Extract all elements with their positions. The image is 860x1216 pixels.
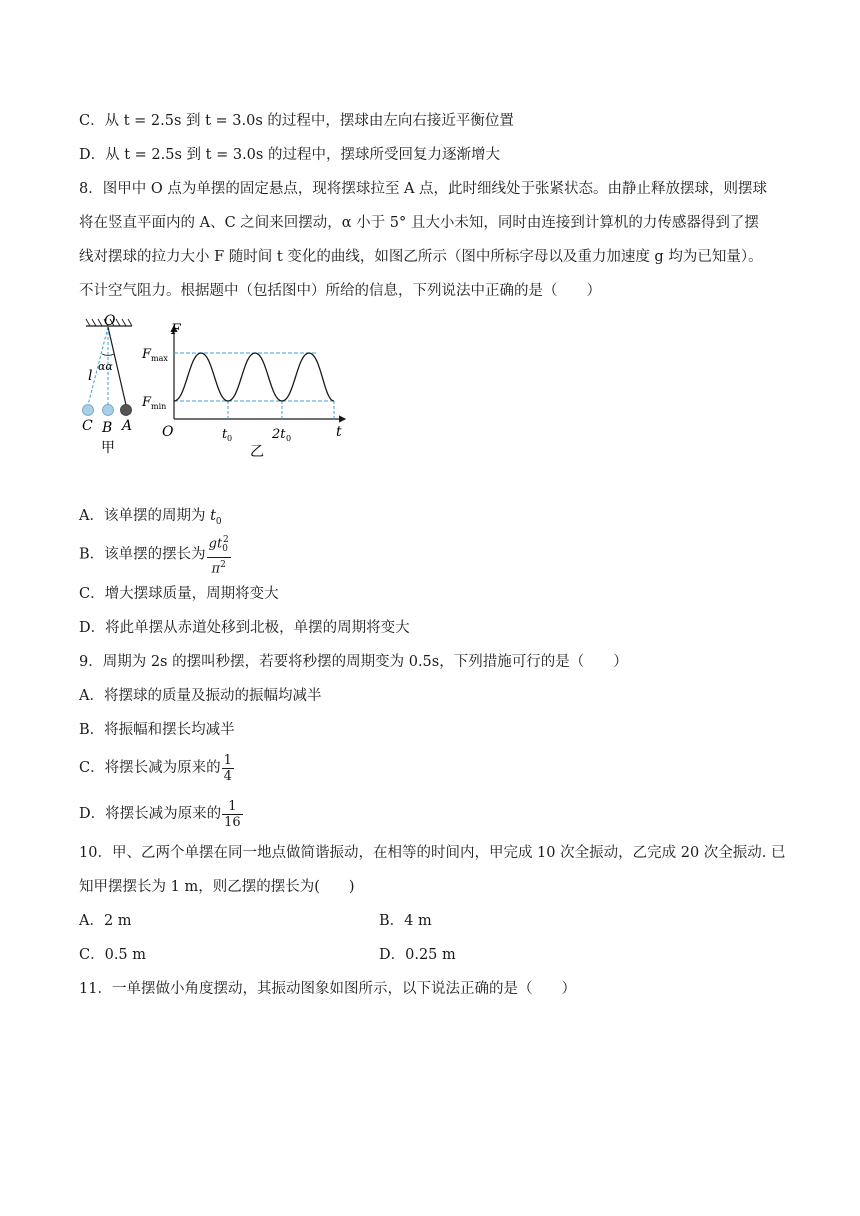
q8-stem-line-4: 不计空气阻力。根据题中（包括图中）所给的信息，下列说法中正确的是（ ） (79, 283, 601, 299)
q9-option-a: A．将摆球的质量及振动的振幅均减半 (79, 688, 322, 704)
q9-stem: 9．周期为 2s 的摆叫秒摆，若要将秒摆的周期变为 0.5s，下列措施可行的是（ ） (79, 654, 628, 670)
tick-2t0-sub: 0 (286, 434, 292, 443)
label-o: O (104, 313, 116, 329)
label-fmin-sub: min (151, 402, 167, 411)
q10-option-c: C．0.5 m (79, 947, 147, 963)
q8-option-a-text: A．该单摆的周期为 (79, 508, 211, 524)
q10-option-d: D．0.25 m (379, 947, 456, 963)
axis-label-t: t (336, 424, 342, 440)
caption-jia: 甲 (101, 440, 115, 456)
label-alpha: αα (98, 360, 113, 373)
q8-option-b-den: π (211, 561, 221, 577)
q10-stem-line-1: 10．甲、乙两个单摆在同一地点做简谐振动，在相等的时间内，甲完成 10 次全振动，乙完成 20 次全振动. 已 (79, 845, 786, 861)
q10-option-b: B．4 m (379, 913, 432, 929)
q8-option-b-num: gt (208, 536, 223, 552)
q8-option-b (79, 533, 231, 576)
label-c: C (82, 418, 93, 434)
q10-option-a: A．2 m (79, 913, 132, 929)
q9-option-d-num: 1 (222, 799, 243, 815)
q9-option-d-den: 16 (224, 814, 241, 830)
q8-option-a (79, 506, 222, 532)
q8-stem-line-2: 将在竖直平面内的 A、C 之间来回摆动，α 小于 5° 且大小未知，同时由连接到计算机的力传感器得到了摆 (79, 215, 759, 231)
q8-stem-line-3: 线对摆球的拉力大小 F 随时间 t 变化的曲线，如图乙所示（图中所标字母以及重力加速度 g 均为已知量）。 (79, 249, 763, 265)
caption-yi: 乙 (250, 444, 264, 460)
label-fmax-sub: max (151, 354, 168, 363)
q9-option-d-text: D．将摆长减为原来的 (79, 806, 222, 822)
q11-stem: 11．一单摆做小角度摆动，其振动图象如图所示，以下说法正确的是（ ） (79, 981, 576, 997)
q8-stem-line-1: 8．图甲中 O 点为单摆的固定悬点，现将摆球拉至 A 点，此时细线处于张紧状态。由静止释放摆球，则摆球 (79, 181, 768, 197)
q9-option-c-num: 1 (223, 752, 232, 768)
q8-option-a-sub: 0 (215, 516, 222, 527)
q8-option-b-fraction (207, 533, 231, 576)
label-fmin: F (142, 395, 152, 410)
q8-option-b-text: B．该单摆的摆长为 (79, 546, 206, 563)
label-fmax: F (142, 347, 152, 362)
tick-2t0: 2t (272, 427, 286, 442)
q10-stem-line-2: 知甲摆摆长为 1 m，则乙摆的摆长为( ) (79, 879, 355, 895)
figure-yi-force-time-graph (140, 318, 350, 463)
q9-option-b: B．将振幅和摆长均减半 (79, 722, 235, 738)
q9-option-d-fraction (222, 799, 243, 830)
q9-option-d (79, 797, 243, 831)
q8-option-b-num-sup: 2 (222, 535, 229, 545)
q8-option-a-var: t (210, 508, 216, 524)
q8-option-d: D．将此单摆从赤道处移到北极，单摆的周期将变大 (79, 620, 410, 636)
axis-label-f: F (171, 322, 181, 338)
q9-option-c (79, 751, 234, 785)
q9-option-c-den: 4 (223, 768, 232, 784)
q8-option-b-den-sup: 2 (220, 559, 226, 570)
origin-label-o: O (162, 424, 174, 440)
q7-option-c: C．从 t = 2.5s 到 t = 3.0s 的过程中，摆球由左向右接近平衡位置 (79, 113, 514, 129)
label-a: A (122, 418, 133, 434)
tick-t0: t (222, 427, 228, 442)
tick-t0-sub: 0 (227, 434, 233, 443)
label-b: B (102, 420, 113, 436)
q7-option-d: D．从 t = 2.5s 到 t = 3.0s 的过程中，摆球所受回复力逐渐增大 (79, 147, 500, 163)
label-l: l (88, 368, 93, 384)
q9-option-c-fraction (222, 753, 234, 784)
q8-option-c: C．增大摆球质量，周期将变大 (79, 586, 279, 602)
q8-option-b-num-sub: 0 (222, 543, 228, 554)
q9-option-c-text: C．将摆长减为原来的 (79, 760, 221, 776)
